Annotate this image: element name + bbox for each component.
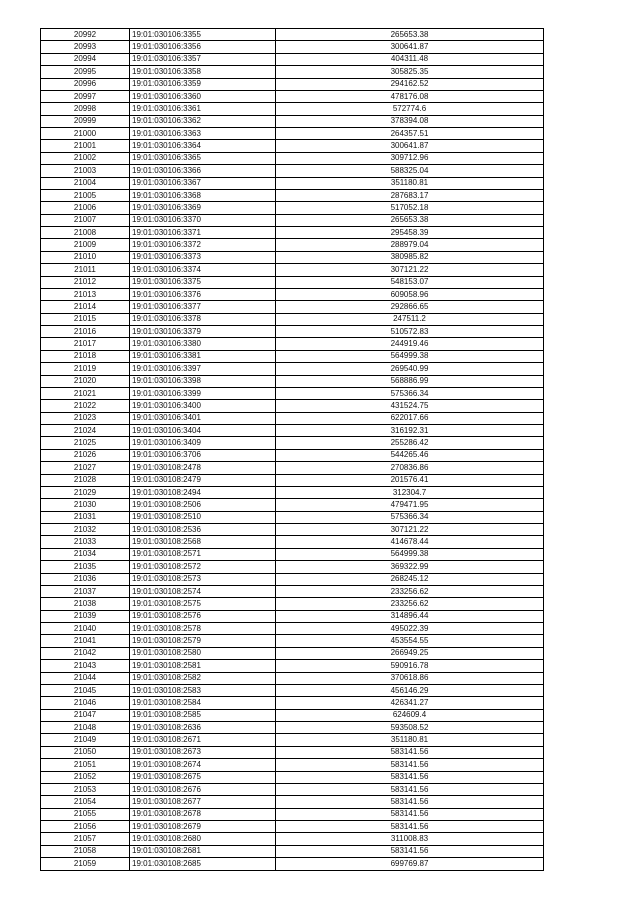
document-page: [40, 28, 543, 871]
row-number-cell: 21014: [41, 301, 130, 313]
row-number-cell: 21057: [41, 833, 130, 845]
cadastral-number-cell: 19:01:030106:3355: [130, 29, 276, 41]
table-row: [41, 486, 544, 498]
value-cell: 590916.78: [276, 660, 544, 672]
table-row: [41, 524, 544, 536]
value-cell: 609058.96: [276, 288, 544, 300]
value-cell: 572774.6: [276, 103, 544, 115]
cadastral-number-cell: 19:01:030108:2510: [130, 511, 276, 523]
row-number-cell: 21000: [41, 128, 130, 140]
table-row: [41, 672, 544, 684]
value-cell: 265653.38: [276, 29, 544, 41]
row-number-cell: 21034: [41, 548, 130, 560]
value-cell: 588325.04: [276, 165, 544, 177]
cadastral-number-cell: 19:01:030106:3359: [130, 78, 276, 90]
table-row: [41, 474, 544, 486]
value-cell: 265653.38: [276, 214, 544, 226]
cadastral-number-cell: 19:01:030106:3374: [130, 264, 276, 276]
row-number-cell: 21048: [41, 722, 130, 734]
row-number-cell: 21021: [41, 387, 130, 399]
table-row: [41, 288, 544, 300]
cadastral-number-cell: 19:01:030106:3367: [130, 177, 276, 189]
row-number-cell: 21036: [41, 573, 130, 585]
row-number-cell: 21001: [41, 140, 130, 152]
table-row: [41, 585, 544, 597]
cadastral-number-cell: 19:01:030106:3365: [130, 152, 276, 164]
row-number-cell: 20993: [41, 41, 130, 53]
row-number-cell: 21035: [41, 561, 130, 573]
table-row: [41, 177, 544, 189]
cadastral-number-cell: 19:01:030108:2681: [130, 845, 276, 857]
table-row: [41, 400, 544, 412]
row-number-cell: 21032: [41, 524, 130, 536]
value-cell: 294162.52: [276, 78, 544, 90]
table-row: [41, 722, 544, 734]
row-number-cell: 21018: [41, 350, 130, 362]
value-cell: 622017.66: [276, 412, 544, 424]
table-row: [41, 301, 544, 313]
table-row: [41, 561, 544, 573]
value-cell: 311008.83: [276, 833, 544, 845]
cadastral-number-cell: 19:01:030106:3371: [130, 227, 276, 239]
row-number-cell: 21024: [41, 425, 130, 437]
row-number-cell: 21017: [41, 338, 130, 350]
cadastral-number-cell: 19:01:030108:2678: [130, 808, 276, 820]
row-number-cell: 21019: [41, 363, 130, 375]
cadastral-number-cell: 19:01:030108:2671: [130, 734, 276, 746]
value-cell: 431524.75: [276, 400, 544, 412]
table-row: [41, 746, 544, 758]
table-row: [41, 462, 544, 474]
table-row: [41, 326, 544, 338]
row-number-cell: 21059: [41, 858, 130, 870]
row-number-cell: 21052: [41, 771, 130, 783]
cadastral-number-cell: 19:01:030106:3360: [130, 90, 276, 102]
cadastral-number-cell: 19:01:030108:2673: [130, 746, 276, 758]
table-row: [41, 251, 544, 263]
row-number-cell: 21041: [41, 635, 130, 647]
row-number-cell: 21011: [41, 264, 130, 276]
value-cell: 370618.86: [276, 672, 544, 684]
cadastral-number-cell: 19:01:030108:2636: [130, 722, 276, 734]
cadastral-number-cell: 19:01:030106:3370: [130, 214, 276, 226]
cadastral-number-cell: 19:01:030106:3369: [130, 202, 276, 214]
table-row: [41, 808, 544, 820]
table-row: [41, 90, 544, 102]
table-row: [41, 833, 544, 845]
row-number-cell: 21053: [41, 783, 130, 795]
cadastral-number-cell: 19:01:030108:2573: [130, 573, 276, 585]
row-number-cell: 20998: [41, 103, 130, 115]
table-row: [41, 128, 544, 140]
value-cell: 564999.38: [276, 350, 544, 362]
cadastral-number-cell: 19:01:030106:3404: [130, 425, 276, 437]
row-number-cell: 21009: [41, 239, 130, 251]
table-row: [41, 709, 544, 721]
value-cell: 583141.56: [276, 796, 544, 808]
cadastral-number-cell: 19:01:030108:2680: [130, 833, 276, 845]
cadastral-number-cell: 19:01:030108:2579: [130, 635, 276, 647]
row-number-cell: 21005: [41, 189, 130, 201]
table-row: [41, 53, 544, 65]
table-row: [41, 796, 544, 808]
value-cell: 201576.41: [276, 474, 544, 486]
table-row: [41, 227, 544, 239]
cadastral-number-cell: 19:01:030108:2581: [130, 660, 276, 672]
data-table: [40, 28, 544, 871]
row-number-cell: 21054: [41, 796, 130, 808]
cadastral-number-cell: 19:01:030108:2571: [130, 548, 276, 560]
table-row: [41, 276, 544, 288]
cadastral-number-cell: 19:01:030106:3381: [130, 350, 276, 362]
table-row: [41, 697, 544, 709]
cadastral-number-cell: 19:01:030108:2676: [130, 783, 276, 795]
table-row: [41, 189, 544, 201]
table-row: [41, 449, 544, 461]
value-cell: 568886.99: [276, 375, 544, 387]
table-row: [41, 115, 544, 127]
cadastral-number-cell: 19:01:030108:2677: [130, 796, 276, 808]
cadastral-number-cell: 19:01:030106:3361: [130, 103, 276, 115]
value-cell: 414678.44: [276, 536, 544, 548]
row-number-cell: 21025: [41, 437, 130, 449]
table-row: [41, 264, 544, 276]
cadastral-number-cell: 19:01:030106:3380: [130, 338, 276, 350]
cadastral-number-cell: 19:01:030106:3373: [130, 251, 276, 263]
value-cell: 287683.17: [276, 189, 544, 201]
row-number-cell: 21051: [41, 759, 130, 771]
table-row: [41, 771, 544, 783]
row-number-cell: 21007: [41, 214, 130, 226]
cadastral-number-cell: 19:01:030108:2585: [130, 709, 276, 721]
row-number-cell: 21028: [41, 474, 130, 486]
value-cell: 314896.44: [276, 610, 544, 622]
value-cell: 517052.18: [276, 202, 544, 214]
table-row: [41, 313, 544, 325]
value-cell: 453554.55: [276, 635, 544, 647]
table-row: [41, 573, 544, 585]
row-number-cell: 21049: [41, 734, 130, 746]
value-cell: 510572.83: [276, 326, 544, 338]
table-row: [41, 783, 544, 795]
value-cell: 233256.62: [276, 585, 544, 597]
table-row: [41, 202, 544, 214]
value-cell: 266949.25: [276, 647, 544, 659]
cadastral-number-cell: 19:01:030106:3366: [130, 165, 276, 177]
value-cell: 479471.95: [276, 499, 544, 511]
cadastral-number-cell: 19:01:030108:2685: [130, 858, 276, 870]
row-number-cell: 21040: [41, 623, 130, 635]
table-row: [41, 536, 544, 548]
row-number-cell: 21015: [41, 313, 130, 325]
row-number-cell: 21045: [41, 684, 130, 696]
value-cell: 305825.35: [276, 66, 544, 78]
cadastral-number-cell: 19:01:030108:2572: [130, 561, 276, 573]
cadastral-number-cell: 19:01:030108:2576: [130, 610, 276, 622]
value-cell: 548153.07: [276, 276, 544, 288]
value-cell: 264357.51: [276, 128, 544, 140]
cadastral-number-cell: 19:01:030106:3409: [130, 437, 276, 449]
value-cell: 456146.29: [276, 684, 544, 696]
table-row: [41, 821, 544, 833]
value-cell: 583141.56: [276, 845, 544, 857]
value-cell: 351180.81: [276, 177, 544, 189]
value-cell: 309712.96: [276, 152, 544, 164]
cadastral-number-cell: 19:01:030108:2580: [130, 647, 276, 659]
table-row: [41, 41, 544, 53]
cadastral-number-cell: 19:01:030108:2583: [130, 684, 276, 696]
table-row: [41, 78, 544, 90]
row-number-cell: 21008: [41, 227, 130, 239]
cadastral-number-cell: 19:01:030108:2674: [130, 759, 276, 771]
value-cell: 312304.7: [276, 486, 544, 498]
table-row: [41, 425, 544, 437]
value-cell: 583141.56: [276, 759, 544, 771]
cadastral-number-cell: 19:01:030106:3401: [130, 412, 276, 424]
table-row: [41, 734, 544, 746]
table-row: [41, 647, 544, 659]
row-number-cell: 20992: [41, 29, 130, 41]
value-cell: 369322.99: [276, 561, 544, 573]
row-number-cell: 21058: [41, 845, 130, 857]
cadastral-number-cell: 19:01:030106:3358: [130, 66, 276, 78]
table-row: [41, 363, 544, 375]
row-number-cell: 21043: [41, 660, 130, 672]
cadastral-number-cell: 19:01:030106:3368: [130, 189, 276, 201]
row-number-cell: 21042: [41, 647, 130, 659]
row-number-cell: 21050: [41, 746, 130, 758]
table-row: [41, 437, 544, 449]
value-cell: 624609.4: [276, 709, 544, 721]
row-number-cell: 21033: [41, 536, 130, 548]
table-row: [41, 103, 544, 115]
cadastral-number-cell: 19:01:030106:3379: [130, 326, 276, 338]
table-row: [41, 623, 544, 635]
row-number-cell: 20995: [41, 66, 130, 78]
cadastral-number-cell: 19:01:030106:3375: [130, 276, 276, 288]
table-row: [41, 412, 544, 424]
table-row: [41, 239, 544, 251]
value-cell: 316192.31: [276, 425, 544, 437]
table-row: [41, 375, 544, 387]
table-body: [41, 29, 544, 871]
value-cell: 269540.99: [276, 363, 544, 375]
row-number-cell: 21002: [41, 152, 130, 164]
row-number-cell: 20994: [41, 53, 130, 65]
table-row: [41, 152, 544, 164]
table-row: [41, 598, 544, 610]
table-row: [41, 635, 544, 647]
row-number-cell: 21006: [41, 202, 130, 214]
cadastral-number-cell: 19:01:030106:3372: [130, 239, 276, 251]
table-row: [41, 660, 544, 672]
cadastral-number-cell: 19:01:030108:2679: [130, 821, 276, 833]
row-number-cell: 21023: [41, 412, 130, 424]
table-row: [41, 610, 544, 622]
row-number-cell: 21022: [41, 400, 130, 412]
row-number-cell: 21013: [41, 288, 130, 300]
table-row: [41, 140, 544, 152]
cadastral-number-cell: 19:01:030106:3377: [130, 301, 276, 313]
value-cell: 247511.2: [276, 313, 544, 325]
cadastral-number-cell: 19:01:030108:2506: [130, 499, 276, 511]
value-cell: 495022.39: [276, 623, 544, 635]
value-cell: 593508.52: [276, 722, 544, 734]
row-number-cell: 20996: [41, 78, 130, 90]
cadastral-number-cell: 19:01:030108:2494: [130, 486, 276, 498]
cadastral-number-cell: 19:01:030106:3378: [130, 313, 276, 325]
cadastral-number-cell: 19:01:030106:3356: [130, 41, 276, 53]
value-cell: 268245.12: [276, 573, 544, 585]
value-cell: 583141.56: [276, 771, 544, 783]
cadastral-number-cell: 19:01:030108:2574: [130, 585, 276, 597]
row-number-cell: 21010: [41, 251, 130, 263]
row-number-cell: 20999: [41, 115, 130, 127]
value-cell: 288979.04: [276, 239, 544, 251]
row-number-cell: 21030: [41, 499, 130, 511]
value-cell: 404311.48: [276, 53, 544, 65]
cadastral-number-cell: 19:01:030106:3364: [130, 140, 276, 152]
value-cell: 378394.08: [276, 115, 544, 127]
table-row: [41, 165, 544, 177]
value-cell: 255286.42: [276, 437, 544, 449]
row-number-cell: 21026: [41, 449, 130, 461]
value-cell: 300641.87: [276, 140, 544, 152]
value-cell: 426341.27: [276, 697, 544, 709]
row-number-cell: 21037: [41, 585, 130, 597]
table-row: [41, 511, 544, 523]
value-cell: 307121.22: [276, 264, 544, 276]
value-cell: 575366.34: [276, 387, 544, 399]
cadastral-number-cell: 19:01:030108:2675: [130, 771, 276, 783]
row-number-cell: 21012: [41, 276, 130, 288]
value-cell: 564999.38: [276, 548, 544, 560]
row-number-cell: 21020: [41, 375, 130, 387]
value-cell: 699769.87: [276, 858, 544, 870]
table-row: [41, 350, 544, 362]
table-row: [41, 66, 544, 78]
table-row: [41, 29, 544, 41]
value-cell: 270836.86: [276, 462, 544, 474]
cadastral-number-cell: 19:01:030106:3357: [130, 53, 276, 65]
value-cell: 244919.46: [276, 338, 544, 350]
cadastral-number-cell: 19:01:030106:3399: [130, 387, 276, 399]
row-number-cell: 21047: [41, 709, 130, 721]
row-number-cell: 21027: [41, 462, 130, 474]
row-number-cell: 21029: [41, 486, 130, 498]
table-row: [41, 845, 544, 857]
row-number-cell: 21056: [41, 821, 130, 833]
table-row: [41, 499, 544, 511]
value-cell: 583141.56: [276, 808, 544, 820]
cadastral-number-cell: 19:01:030106:3362: [130, 115, 276, 127]
cadastral-number-cell: 19:01:030108:2536: [130, 524, 276, 536]
value-cell: 583141.56: [276, 746, 544, 758]
cadastral-number-cell: 19:01:030108:2584: [130, 697, 276, 709]
value-cell: 575366.34: [276, 511, 544, 523]
row-number-cell: 20997: [41, 90, 130, 102]
value-cell: 292866.65: [276, 301, 544, 313]
row-number-cell: 21016: [41, 326, 130, 338]
cadastral-number-cell: 19:01:030106:3398: [130, 375, 276, 387]
value-cell: 295458.39: [276, 227, 544, 239]
value-cell: 478176.08: [276, 90, 544, 102]
cadastral-number-cell: 19:01:030106:3400: [130, 400, 276, 412]
row-number-cell: 21038: [41, 598, 130, 610]
row-number-cell: 21003: [41, 165, 130, 177]
table-row: [41, 858, 544, 870]
table-row: [41, 548, 544, 560]
cadastral-number-cell: 19:01:030106:3363: [130, 128, 276, 140]
cadastral-number-cell: 19:01:030108:2478: [130, 462, 276, 474]
table-row: [41, 338, 544, 350]
table-row: [41, 759, 544, 771]
value-cell: 300641.87: [276, 41, 544, 53]
cadastral-number-cell: 19:01:030106:3397: [130, 363, 276, 375]
cadastral-number-cell: 19:01:030108:2578: [130, 623, 276, 635]
value-cell: 544265.46: [276, 449, 544, 461]
value-cell: 380985.82: [276, 251, 544, 263]
table-row: [41, 387, 544, 399]
row-number-cell: 21046: [41, 697, 130, 709]
value-cell: 307121.22: [276, 524, 544, 536]
value-cell: 583141.56: [276, 821, 544, 833]
cadastral-number-cell: 19:01:030108:2568: [130, 536, 276, 548]
cadastral-number-cell: 19:01:030106:3376: [130, 288, 276, 300]
table-row: [41, 684, 544, 696]
cadastral-number-cell: 19:01:030108:2582: [130, 672, 276, 684]
value-cell: 233256.62: [276, 598, 544, 610]
row-number-cell: 21055: [41, 808, 130, 820]
row-number-cell: 21039: [41, 610, 130, 622]
cadastral-number-cell: 19:01:030108:2575: [130, 598, 276, 610]
cadastral-number-cell: 19:01:030106:3706: [130, 449, 276, 461]
value-cell: 351180.81: [276, 734, 544, 746]
row-number-cell: 21044: [41, 672, 130, 684]
table-row: [41, 214, 544, 226]
value-cell: 583141.56: [276, 783, 544, 795]
row-number-cell: 21004: [41, 177, 130, 189]
row-number-cell: 21031: [41, 511, 130, 523]
cadastral-number-cell: 19:01:030108:2479: [130, 474, 276, 486]
